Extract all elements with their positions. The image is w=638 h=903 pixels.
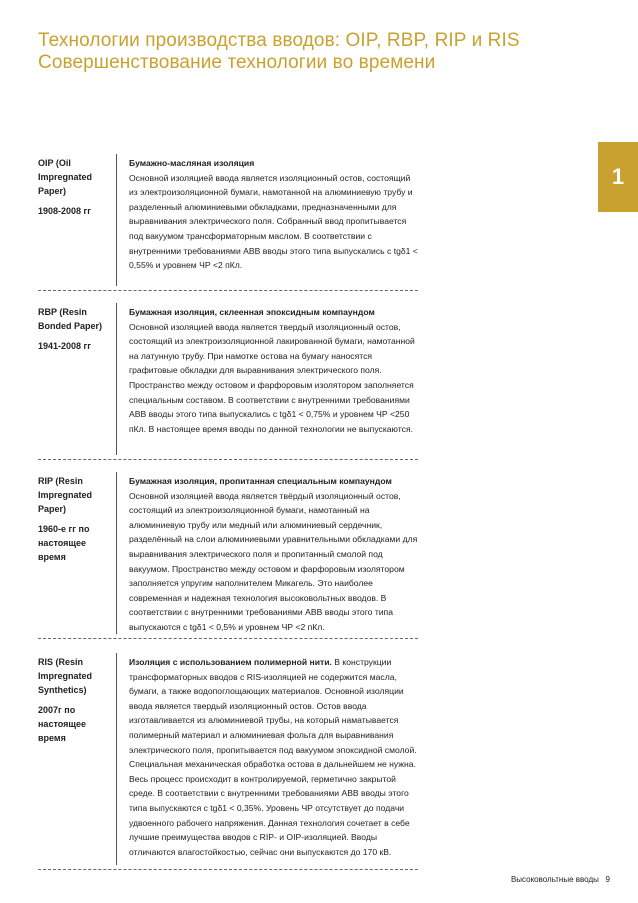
technology-heading: Бумажно-масляная изоляция <box>129 158 255 168</box>
technology-period: 1908-2008 гг <box>38 206 92 216</box>
technology-heading: Изоляция с использованием полимерной нити. <box>129 657 332 667</box>
technology-text: Основной изоляцией ввода является изоляционный остов, состоящий из электроизоляционной бумаги, намотанной на алюминиевую трубу и разделенный алюминиевыми обкладками, предназначенными для выравнивания электрического поля. Собранный ввод пропитывается под вакуумом трансформаторным маслом. В соответствии с внутренними требованиями АВВ вводы этого типа выпускались с tgδ1 < 0,55% и уровнем ЧР <2 пКл. <box>129 172 418 271</box>
footer-text: Высоковольтные вводы <box>510 875 599 884</box>
row-description <box>116 303 418 455</box>
row-label <box>38 472 116 634</box>
technology-period: 1941-2008 гг <box>38 341 92 351</box>
table-row <box>38 148 418 291</box>
table-row <box>38 468 418 639</box>
technology-text: В конструкции трансформаторных вводов с RIS-изоляцией не содержится масла, бумаги, а также водопоглощающих материалов. Основной изоляции ввода является твердый изоляционный остов. Остов ввода изготавливается из алюминиевой трубы, на который наматывается полимерный материал и алюминиевая фольга для выравнивания электрического поля, пропитывается под вакуумом эпоксидной смолой. Специальная механическая обработка остова в дальнейшем не нужна. Весь процесс происходит в контролируемой, герметично закрытой среде. В соответствии с внутренними требованиями АВВ вводы этого типа выпускаются с tgδ1 < 0,35%. Уровень ЧР отсутствует до подачи удвоенного рабочего напряжения. Данная технология сочетает в себе лучшие преимущества вводов с RIP- и OIP-изоляцией. Вводы отличаются влагостойкостью, сейчас они выпускаются до 170 кВ. <box>129 657 417 857</box>
row-label <box>38 154 116 286</box>
technology-text: Основной изоляцией ввода является твердый изоляционный остов, состоящий из электроизоляционной лакированной бумаги, намотанной на латунную трубу. При намотке остова на бумагу наносятся графитовые обкладки для выравнивания электрического поля. Пространство между остовом и фарфоровым изолятором заполняется специальным составом. В соответствии с внутренними требованиями АВВ вводы этого типа выпускались с tgδ1 < 0,75% и уровнем ЧР <250 пКл. В настоящее время вводы по данной технологии не выпускаются. <box>129 321 415 434</box>
technology-name: OIP (Oil Impregnated Paper) <box>38 158 93 196</box>
technology-heading: Бумажная изоляция, склеенная эпоксидным компаундом <box>129 307 375 317</box>
page-number: 9 <box>605 875 610 884</box>
row-description <box>116 472 418 634</box>
page-title <box>38 30 618 74</box>
row-description <box>116 154 418 286</box>
title-line-2: Совершенствование технологии во времени <box>38 52 436 73</box>
row-label <box>38 653 116 865</box>
technology-heading: Бумажная изоляция, пропитанная специальным компаундом <box>129 476 392 486</box>
technology-name: RBP (Resin Bonded Paper) <box>38 307 103 331</box>
row-label <box>38 303 116 455</box>
table-row <box>38 299 418 460</box>
technology-name: RIP (Resin Impregnated Paper) <box>38 476 93 514</box>
chapter-number: 1 <box>611 164 625 189</box>
technology-table <box>38 148 418 870</box>
table-row <box>38 649 418 870</box>
page-footer <box>511 875 610 884</box>
row-description <box>116 653 418 865</box>
technology-text: Основной изоляцией ввода является твёрдый изоляционный остов, состоящий из электроизоляционной бумаги, намотанный на алюминиевую трубу или медный или алюминиевый сердечник, разделённый на слои алюминиевыми уравнительными обкладками для выравнивания электрического поля и пропитанный смолой под вакуумом. Пространство между остовом и фарфоровым изолятором заполняется упругим наполнителем Микагель. Это наиболее современная и надежная технология высоковольтных вводов. В соответствии с внутренними требованиями АВВ вводы этого типа выпускаются с tgδ1 < 0,5% и уровнем ЧР <2 пКл. <box>129 490 418 632</box>
technology-period: 2007г по настоящее время <box>38 705 86 743</box>
technology-period: 1960-е гг по настоящее время <box>38 524 90 562</box>
technology-name: RIS (Resin Impregnated Synthetics) <box>38 657 93 695</box>
chapter-tab <box>598 142 638 212</box>
title-line-1: Технологии производства вводов: OIP, RBP, RIP и RIS <box>38 30 520 51</box>
